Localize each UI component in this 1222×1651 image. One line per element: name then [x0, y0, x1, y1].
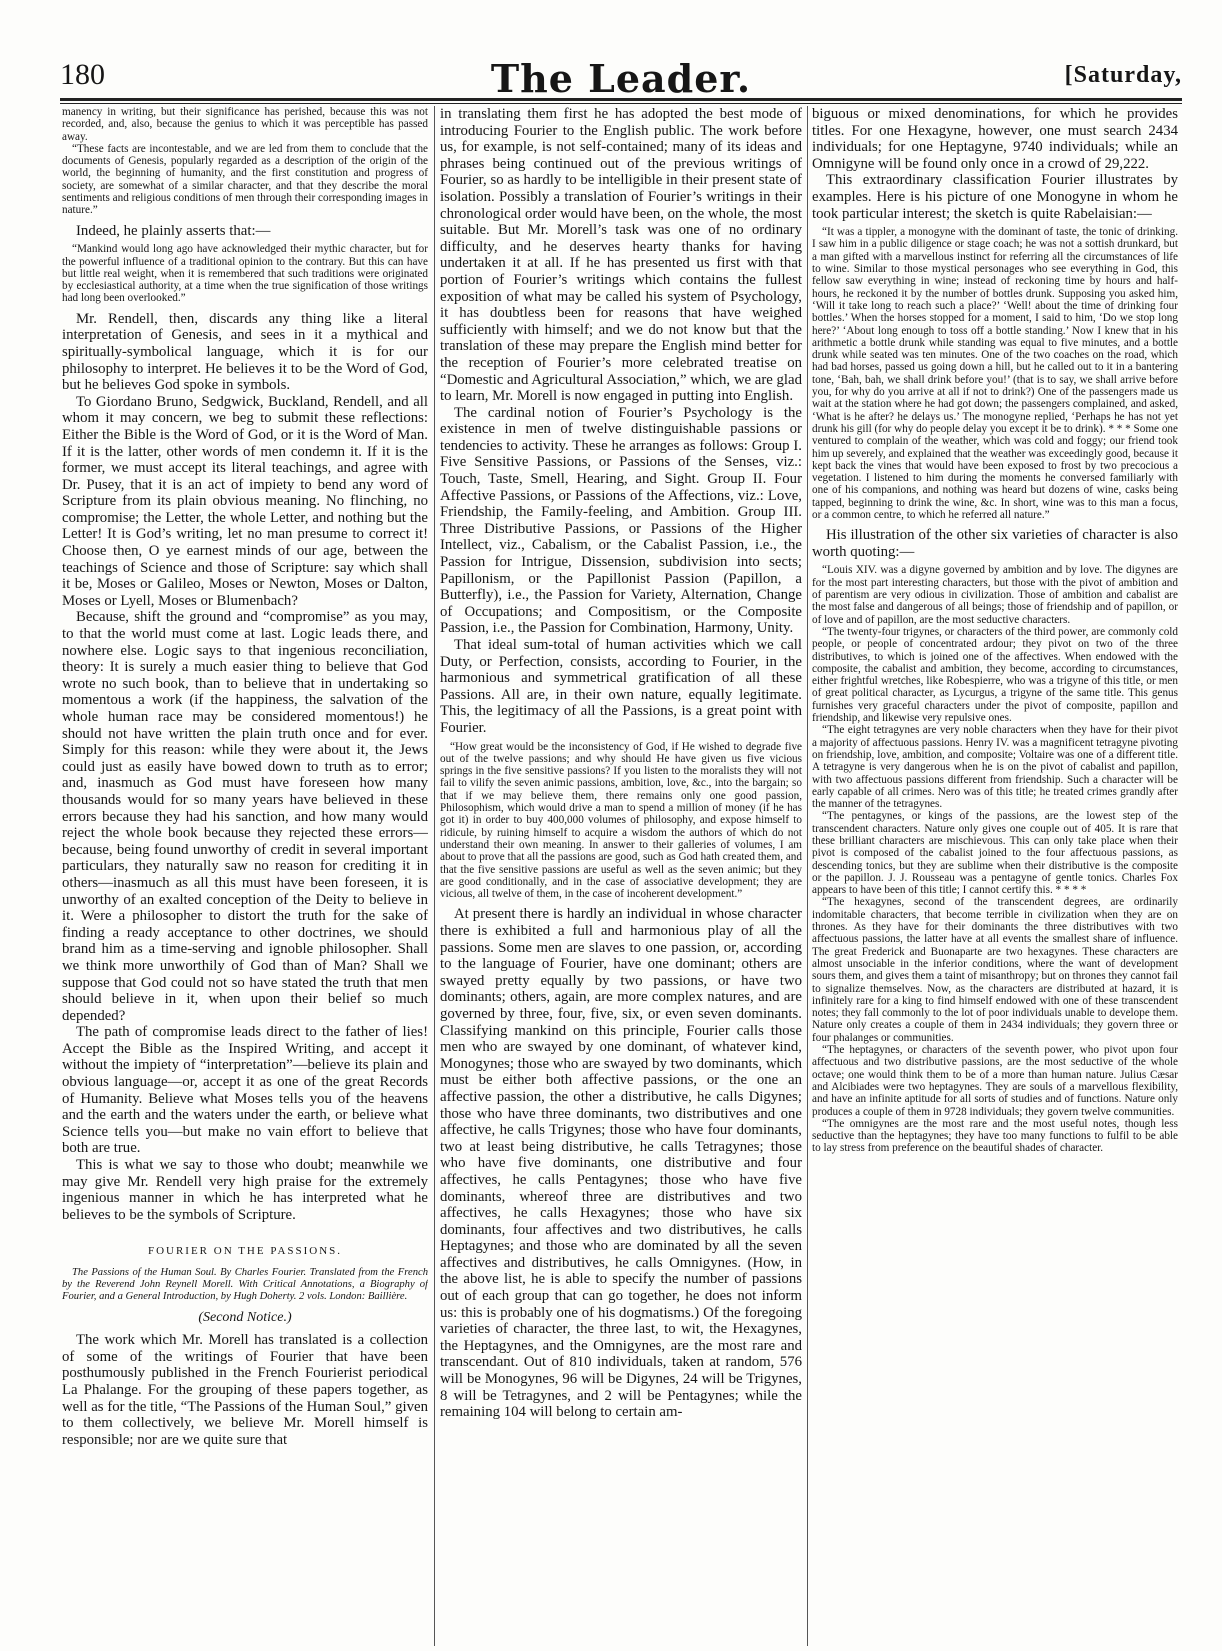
paragraph: in translating them first he has adopted the best mode of introducing Fourier to the English public. The work before us, for example, is not self-contained; many of its ideas and phrases being continued out of the previous writings of Fourier, so as hardly to be intelligible in their present state of isolation. Possibly a translation of Fourier’s writings in their chronological order would have been, on the whole, the most suitable. But Mr. Morell’s task was one of no ordinary difficulty, and he deserves hearty thanks for having undertaken it at all. If he has presented us first with that portion of Fourier’s writings which contains the fullest exposition of what may be called his system of Psychology, it has doubtless been for reasons that have weighed sufficiently with himself; and we do not know but that the translation of these may prepare the English mind better for the reception of Fourier’s more celebrated treatise on “Domestic and Agricultural Association,” which, we are glad to learn, Mr. Morell is now engaged in putting into English.	[440, 106, 802, 405]
day-label: [Saturday,	[1064, 62, 1182, 88]
quote-paragraph: “The hexagynes, second of the transcendent degrees, are ordinarily indomitable characters, that become terrible in civilization when they are on thrones. As they have for their dominants the three distributives with two affectuous passions, the latter have at all events the smallest share of influence. The great Frederick and Buonaparte are two hexagynes. These characters are almost unsociable in the inferior conditions, where the want of development sours them, and gives them a taint of misanthropy; but on thrones they cannot fail to signalize themselves. Now, as the characters are distributed at hazard, it is infinitely rare for a king to find himself endowed with one of these transcendent notes; they fall commonly to the lot of poor individuals unable to develope them. Nature only creates a couple of them in 2434 individuals; they govern three or four phalanges or communities.	[812, 896, 1178, 1044]
column-divider	[807, 106, 808, 1646]
paragraph: Indeed, he plainly asserts that:—	[76, 222, 271, 239]
quote-paragraph: “It was a tippler, a monogyne with the dominant of taste, the tonic of drinking. I saw him in a public diligence or stage coach; he was not a sottish drunkard, but a man gifted with a marvellous instinct for referring all the circumstances of life to wine. Similar to those mystical personages who see everything in God, this fellow saw everything in wine; instead of reckoning time by hours and half-hours, he reckoned it by the number of bottles drunk. Supposing you asked him, ‘Will it take long to reach such a place?’ ‘Well! about the time of drinking four bottles.’ When the horses stopped for a moment, I said to him, ‘Do we stop long here?’ ‘About long enough to toss off a bottle standing.’ Now I knew that in his arithmetic a bottle drunk while standing was equal to five minutes, and a bottle drunk while seated was ten minutes. One of the two coaches on the road, which had bad horses, passed us going down a hill, but he called out to it in a bantering tone, ‘Bah, bah, we shall drink before you!’ (that is to say, we shall arrive before you, for why do you arrive at all if not to drink?) One of the passengers made us wait at the station where he had got down; the passengers complained, and asked, ‘What is he after? he delays us.’ The monogyne replied, ‘Perhaps he has not yet drunk his gill (for why do people delay you except it be to drink). * * * Some one ventured to complain of the weather, which was cold and foggy; our friend took him up severely, and explained that the weather was exceedingly good, because it kept back the vines that would have been exposed to frost by two precocious a vegetation. I listened to him during the moments he conversed familiarly with one of his companions, and nothing was heard but dozens of wine, casks being tapped, beginning to drink the wine, &c. In short, wine was to this man a focus, or a common centre, to which he referred all nature.”	[812, 226, 1178, 521]
quote-paragraph: “Louis XIV. was a digyne governed by ambition and by love. The digynes are for the most part interesting characters, but those with the pivot of ambition and of parentism are very odious in civilization. Those of ambition and cabalist are the most false and dangerous of all beings; those of friendship and of papillon, or of love and of papillon, are the most seductive characters.	[812, 564, 1178, 626]
page-header	[60, 56, 1182, 101]
quote-paragraph: “The twenty-four trigynes, or characters of the third power, are commonly cold people, or people of concentrated ardour; they pivot on two of the three distributives, to which is joined one of the affectives. When endowed with the composite, the cabalist and ambition, they become, according to circumstances, either frightful wretches, like Robespierre, who was a trigyne of this title, or men of great political character, as Lycurgus, a trigyne of the same title. This genus furnishes very graceful characters under the pivot of composite, papillon and friendship, and likewise very repulsive ones.	[812, 625, 1178, 725]
section-title: FOURIER ON THE PASSIONS.	[147, 1245, 343, 1258]
paragraph: biguous or mixed denominations, for which he provides titles. For one Hexagyne, however, one must search 2434 individuals; for one Heptagyne, 9740 individuals; while an Omnigyne will be found only once in a crowd of 29,222.	[812, 106, 1178, 172]
quote-paragraph: “The heptagynes, or characters of the seventh power, who pivot upon four affectuous and two distributive passions, are the most seductive of the whole octave; one would think them to be of a more than human nature. Julius Cæsar and Alcibiades were two heptagynes. They are souls of a marvellous flexibility, and have an infinite aptitude for all sorts of studies and of functions. Nature only produces a couple of them in 9728 individuals; they govern twelve communities.	[812, 1044, 1178, 1118]
column-divider	[434, 106, 435, 1646]
header-rule	[60, 98, 1182, 101]
column-1	[62, 106, 428, 1646]
book-citation	[62, 1267, 428, 1302]
book-citation-text: The Passions of the Human Soul. By Charles Fourier. Translated from the French by the Reverend John Reynell Morell. With Critical Annotations, a Biography of Fourier, and a General Introduction, by Hugh Doherty. 2 vols. London: Baillière.	[62, 1267, 428, 1302]
quote-paragraph: manency in writing, but their significance has perished, because this was not recorded, and, also, because the genius to which it was perceptible has passed away.	[62, 106, 428, 143]
quote-paragraph: “These facts are incontestable, and we are led from them to conclude that the documents of Genesis, popularly regarded as a description of the origin of the world, the beginning of humanity, and the first constitution and progress of society, are somewhat of a similar character, and that they describe the moral sentiments and religious conditions of men through their corresponding images in nature.”	[62, 142, 428, 217]
quote-paragraph: “Mankind would long ago have acknowledged their mythic character, but for the powerful influence of a traditional opinion to the contrary. But this can have but little real weight, when it is remembered that such traditions were originated by ecclesiastical authority, at a time when the true signification of those writings had long been overlooked.”	[62, 243, 428, 305]
article-body	[812, 106, 1178, 222]
article-body	[62, 311, 428, 1224]
paragraph: His illustration of the other six varieties of character is also worth quoting:—	[812, 527, 1178, 560]
paragraph: That ideal sum-total of human activities which we call Duty, or Perfection, consists, according to Fourier, in the harmonious and symmetrical gratification of all these Passions. All are, in their own nature, equally legitimate. This, the legitimacy of all the Passions, is a great point with Fourier.	[440, 637, 802, 736]
page-number: 180	[60, 58, 105, 91]
column-3	[812, 106, 1178, 1646]
block-quote	[62, 106, 428, 217]
article-body	[440, 906, 802, 1420]
paragraph: Mr. Rendell, then, discards any thing like a literal interpretation of Genesis, and sees in it a mythical and spiritually-symbolical language, which it is for our philosophy to interpret. He believes it to be the Word of God, but he believes God spoke in symbols.	[62, 310, 428, 394]
quote-paragraph: “The eight tetragynes are very noble characters when they have for their pivot a majority of affectuous passions. Henry IV. was a magnificent tetragyne pivoting on friendship, love, ambition, and composite; Voltaire was one of a different title. A tetragyne is very dangerous when he is on the pivot of cabalist and papillon, with two affectuous passions different from friendship. Such a character will be early capable of all crimes. Nero was of this title; he treated crimes grandly after the manner of the tetragynes.	[812, 724, 1178, 811]
paragraph: This is what we say to those who doubt; meanwhile we may give Mr. Rendell very high praise for the extremely ingenious manner in which he has interpreted what he believes to be the symbols of Scripture.	[62, 1157, 428, 1223]
paragraph: To Giordano Bruno, Sedgwick, Buckland, Rendell, and all whom it may concern, we beg to submit these reflections: Either the Bible is the Word of God, or it is the Word of Man. If it is the latter, other words of men condemn it. If it is the former, we must accept its literal teachings, and agree with Dr. Pusey, that it is an act of impiety to bend any word of Scripture from its plain obvious meaning. No flinching, no compromise; the Letter, the whole Letter, and nothing but the Letter! It is God’s writing, let no man presume to correct it! Choose then, O ye earnest minds of our age, between the teachings of Science and those of Scripture: say which shall it be, Moses or Galileo, Moses or Newton, Moses or Dalton, Moses or Lyell, Moses or Blumenbach?	[62, 393, 428, 609]
paragraph: The path of compromise leads direct to the father of lies! Accept the Bible as the Inspired Writing, and accept it without the impiety of “interpretation”—believe its plain and obvious language—or, accept it as one of the great Records of Humanity. Believe what Moses tells you of the heavens and the earth and the waters under the earth, or believe what Science tells you—but make no vain effort to believe that both are true.	[62, 1024, 428, 1157]
column-2	[440, 106, 802, 1646]
article-body	[62, 1332, 428, 1448]
paragraph: The cardinal notion of Fourier’s Psychology is the existence in men of twelve distinguishable passions or tendencies to activity. These he arranges as follows: Group I. Five Sensitive Passions, or Passions of the Senses, viz.: Touch, Taste, Smell, Hearing, and Sight. Group II. Four Affective Passions, or Passions of the Affections, viz.: Love, Friendship, the Family-feeling, and Ambition. Group III. Three Distributive Passions, or Passions of the Higher Intellect, viz., Cabalism, or the Cabalist Passion, i.e., the Passion for Intrigue, Dissension, subdivision into sects; Papillonism, or the Papillonist Passion (Papillon, a Butterfly), i.e., the Passion for Variety, Alternation, Change of Occupations; and Compositism, or the Composite Passion, i.e., the Passion for Combination, Harmony, Unity.	[440, 404, 802, 637]
paragraph: This extraordinary classification Fourier illustrates by examples. Here is his picture of one Monogyne in whom he took particular interest; the sketch is quite Rabelaisian:—	[812, 172, 1178, 222]
block-quote	[62, 243, 428, 304]
block-quote	[812, 226, 1178, 521]
paragraph: The work which Mr. Morell has translated is a collection of some of the writings of Fourier that have been posthumously published in the French Fourierist periodical La Phalange. For the grouping of these papers together, as well as for the title, “The Passions of the Human Soul,” given to them collectively, we believe Mr. Morell himself is responsible; nor are we quite sure that	[62, 1332, 428, 1448]
quote-paragraph: “How great would be the inconsistency of God, if He wished to degrade five out of the twelve passions; and why should He have given us five vicious springs in the five sensitive passions? If you listen to the moralists they will not fail to vilify the seven animic passions, ambition, love, &c., into the bargain; so that if we may believe them, there remains only one good passion, Philosophism, which would drive a man to spend a million of money (if he has got it) in order to buy 400,000 volumes of philosophy, and expose himself to ridicule, by ruining himself to acquire a wisdom the authors of which do not understand their own meaning. In answer to their galleries of volumes, I am about to prove that all the passions are good, such as God hath created them, and that the five sensitive passions are useful as well as the seven animic; but they are good conditionally, and in the case of associative development; they are vicious, all twelve of them, in the case of incoherent development.”	[440, 740, 802, 901]
paragraph: At present there is hardly an individual in whose character there is exhibited a full and harmonious play of all the passions. Some men are slaves to one passion, or, according to the language of Fourier, have one dominant; others are swayed pretty equally by two passions, or have two dominants; others, again, are more complex natures, and are governed by three, four, five, six, or even seven dominants. Classifying mankind on this principle, Fourier calls those men who are swayed by one dominant, of whatever kind, Monogynes; those who are swayed by two dominants, which must be either both affective passions, or the one an affective passion, the other a distributive, he calls Digynes; those who have three dominants, two distributives and one affective, he calls Trigynes; those who have four dominants, two at least being distributive, he calls Tetragynes; those who have five dominants, one distributive and four affectives, he calls Pentagynes; those who have five dominants, whereof three are distributives and two affectives, he calls Hexagynes; those who have six dominants, four affectives and two distributives, he calls Heptagynes; and those who are dominated by all the seven affectives and distributives, he calls Omnigynes. (How, in the above list, he is able to specify the number of passions out of each group that can go together, he does not inform us: this is probably one of his dogmatisms.) Of the foregoing varieties of character, the three last, to wit, the Hexagynes, the Heptagynes, and the Omnigynes, are the most rare and transcendant. Out of 810 individuals, taken at random, 576 will be Monogynes, 96 will be Digynes, 24 will be Trigynes, 8 will be Tetragynes, and 2 will be Pentagynes; while the remaining 104 will belong to certain am-	[440, 906, 802, 1421]
article-body	[440, 106, 802, 737]
quote-paragraph: “The omnigynes are the most rare and the most useful notes, though less seductive than the heptagynes; they have too many functions to fulfil to be able to lay stress from preference on the beautiful shades of character.	[812, 1117, 1178, 1155]
article-body	[812, 527, 1178, 560]
block-quote	[440, 741, 802, 901]
quote-paragraph: “The pentagynes, or kings of the passions, are the lowest step of the transcendent characters. Nature only gives one couple out of 405. It is rare that these brilliant characters are mischievous. This can only take place when their pivot is composed of the cabalist joined to the four affectuous passions, as descending tonics, but they are sublime when their distributive is the composite or the papillon. J. J. Rousseau was a pentagyne of gentle tonics. Charles Fox appears to have been of this title; I cannot certify this. * * * *	[812, 810, 1178, 897]
article-body	[62, 223, 428, 240]
masthead: The Leader.	[490, 56, 752, 101]
header-rule-thin	[60, 103, 1182, 104]
notice-label: (Second Notice.)	[198, 1310, 292, 1326]
paragraph: Because, shift the ground and “compromise” as you may, to that the world must come at last. Logic leads there, and nowhere else. Logic says to that ingenious reconciliation, theory: It is surely a much easier thing to believe that God wrote no such book, than to believe that in undertaking so momentous a work (if the happiness, the salvation of the whole human race may be considered momentous!) he should not have written the plain truth once and for ever. Simply for this reason: while they were about it, the Jews could just as easily have bowed down to truth as to error; and, inasmuch as God must have foreseen how many thousands would for so many years have believed in these errors because they had his sanction, and how many would reject the whole book because they rejected these errors—because, being found unworthy of credit in several important particulars, they naturally saw no reason for crediting it in others—inasmuch as all this must have been foreseen, it is unworthy of an exalted conception of the Deity to believe in it. Were a philosopher to distort the truth for the sake of finding a ready acceptance to other doctrines, we should brand him as a time-serving and ignoble philosopher. Shall we think more unworthily of God than of Man? Shall we suppose that God could not so have stated the truth that men should believe in it, when upon their belief so much depended?	[62, 609, 428, 1024]
block-quote	[812, 564, 1178, 1154]
